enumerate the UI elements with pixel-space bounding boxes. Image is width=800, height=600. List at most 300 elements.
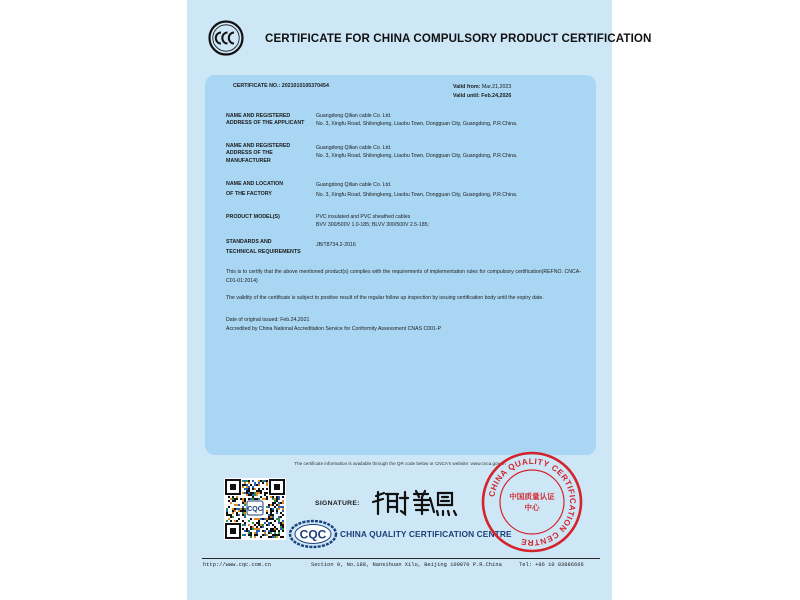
signature-label: SIGNATURE: [315,500,360,507]
qr-module [248,532,250,534]
qr-module [262,518,264,520]
qr-module [246,486,248,488]
qr-module [252,522,254,524]
qr-module [236,512,238,514]
qr-module [270,510,272,512]
manufacturer-value [316,145,517,160]
qr-module [234,508,236,510]
qr-module [244,504,246,506]
qr-module [258,482,260,484]
qr-module [262,526,264,528]
qr-module [232,510,234,512]
qr-module [248,482,250,484]
qr-module [252,498,254,500]
qr-module [244,498,246,500]
standards-value: JB/T8734.2-2016 [316,242,356,248]
qr-module [232,500,234,502]
qr-module [232,512,234,514]
qr-module [278,502,280,504]
qr-module [264,518,266,520]
qr-module [232,508,234,510]
qr-module [276,498,278,500]
qr-module [282,520,284,522]
accreditation-statement: Accredited by China National Accreditation Service for Conformity Assessment CNAS C001-P [226,326,442,332]
qr-module [244,488,246,490]
qr-module [276,518,278,520]
qr-module [268,504,270,506]
qr-module [242,502,244,504]
qr-module [242,498,244,500]
qr-module [264,480,266,482]
qr-module [248,530,250,532]
qr-module [280,524,282,526]
qr-module [272,524,274,526]
qr-module [282,536,284,538]
product-model-value [316,214,429,229]
qr-module [272,534,274,536]
qr-module [278,522,280,524]
qr-module [226,510,228,512]
qr-module [264,532,266,534]
qr-module [244,512,246,514]
qr-module [230,520,232,522]
qr-module [272,514,274,516]
product-model-label: PRODUCT MODEL(S) [226,214,280,220]
qr-module [244,530,246,532]
qr-module [228,518,230,520]
qr-module [264,534,266,536]
qr-module [268,506,270,508]
qr-module [254,498,256,500]
qr-module [250,494,252,496]
qr-module [266,524,268,526]
qr-module [268,530,270,532]
qr-module [226,512,228,514]
qr-module [266,528,268,530]
qr-module [280,512,282,514]
qr-module [272,536,274,538]
qr-module [280,516,282,518]
qr-module [242,528,244,530]
factory-value [316,182,517,199]
qr-module [278,504,280,506]
qr-module [270,522,272,524]
qr-module [242,524,244,526]
qr-module [254,532,256,534]
qr-module [248,520,250,522]
qr-module [258,492,260,494]
qr-module [256,492,258,494]
qr-module [266,488,268,490]
qr-module [276,504,278,506]
standards-label: STANDARDS AND TECHNICAL REQUIREMENTS [226,239,301,256]
qr-module [254,528,256,530]
qr-module [266,484,268,486]
applicant-value [316,113,517,128]
qr-module [250,532,252,534]
qr-module [246,492,248,494]
qr-module [272,518,274,520]
valid-from-value: Mar.21,2023 [481,84,512,90]
qr-module [228,506,230,508]
qr-module [270,504,272,506]
signature-image [370,488,460,518]
cqc-organization-name: CHINA QUALITY CERTIFICATION CENTRE [340,529,512,539]
qr-module [258,488,260,490]
qr-module [266,518,268,520]
qr-module [236,498,238,500]
qr-module [276,528,278,530]
qr-module [264,498,266,500]
qr-module [250,536,252,538]
qr-module [266,510,268,512]
qr-module [250,518,252,520]
qr-module [234,520,236,522]
qr-module [256,530,258,532]
qr-module [260,490,262,492]
qr-module [266,534,268,536]
qr-module [250,528,252,530]
qr-module [260,496,262,498]
qr-module [266,482,268,484]
qr-module [270,516,272,518]
qr-module [244,514,246,516]
qr-module [234,510,236,512]
qr-module [244,480,246,482]
qr-module [228,496,230,498]
qr-module [226,508,228,510]
qr-module [252,486,254,488]
qr-module [248,494,250,496]
qr-module [260,536,262,538]
qr-module [260,492,262,494]
qr-module [254,492,256,494]
qr-module [274,500,276,502]
qr-module [258,480,260,482]
qr-module [282,528,284,530]
qr-module [262,534,264,536]
qr-module [264,530,266,532]
qr-module [244,484,246,486]
signature-text [0,0,1,1]
qr-module [274,530,276,532]
qr-module [272,504,274,506]
qr-module [276,500,278,502]
qr-module [256,498,258,500]
qr-module [242,514,244,516]
qr-module [272,510,274,512]
qr-module [276,508,278,510]
qr-module [272,498,274,500]
svg-text:中国质量认证: 中国质量认证 [509,492,555,501]
footer-divider [202,558,600,559]
qr-module [274,536,276,538]
qr-module [256,532,258,534]
qr-module [256,484,258,486]
qr-module [230,514,232,516]
qr-module [274,534,276,536]
qr-module [266,492,268,494]
qr-module [236,514,238,516]
valid-until-value: Feb.24,2026 [481,93,512,99]
qr-module [278,496,280,498]
qr-module [270,496,272,498]
qr-module [272,528,274,530]
seal-outer-text [0,0,1,1]
qr-info-line: The certificate information is available through the QR code below or CNCA's website: www.cnca.gov.cn [294,461,506,466]
qr-module [238,510,240,512]
qr-module [282,522,284,524]
qr-module [246,530,248,532]
manufacturer-label: NAME AND REGISTERED ADDRESS OF THE MANUFACTURER [226,143,291,164]
qr-module [274,526,276,528]
qr-module [280,526,282,528]
qr-module [240,508,242,510]
certificate-header [208,18,652,58]
qr-module [266,520,268,522]
qr-module [240,498,242,500]
qr-module [282,496,284,498]
qr-module [274,498,276,500]
qr-module [270,512,272,514]
valid-until-row [453,93,511,100]
qr-module [254,494,256,496]
qr-module [258,484,260,486]
qr-module [278,534,280,536]
qr-module [256,526,258,528]
qr-module [252,528,254,530]
ccc-mark-icon [208,20,244,56]
qr-module [280,506,282,508]
qr-module [252,492,254,494]
original-issue-date: Date of original issued: Feb.24,2021 [226,317,310,323]
qr-module [252,488,254,490]
qr-module [232,498,234,500]
qr-module [254,536,256,538]
qr-module [256,522,258,524]
qr-module [242,484,244,486]
qr-module [278,530,280,532]
qr-module [270,508,272,510]
qr-module [262,530,264,532]
official-seal [480,450,584,554]
qr-module [262,482,264,484]
qr-module [282,508,284,510]
qr-module [282,530,284,532]
svg-text:CQC: CQC [247,506,263,513]
qr-module [274,506,276,508]
qr-module [278,518,280,520]
qr-module [280,522,282,524]
qr-module [260,526,262,528]
certificate-body-panel [205,75,596,455]
qr-module [274,532,276,534]
qr-module [252,480,254,482]
qr-module [248,488,250,490]
qr-module [270,530,272,532]
qr-module [244,522,246,524]
qr-module [254,482,256,484]
qr-module [244,534,246,536]
qr-module [240,510,242,512]
qr-module [254,524,256,526]
qr-module [262,498,264,500]
footer-telephone: Tel: +86 10 83886666 [519,562,584,568]
qr-module [282,502,284,504]
qr-module [256,518,258,520]
qr-module [230,516,232,518]
qr-module [242,512,244,514]
qr-module [248,498,250,500]
qr-module [236,520,238,522]
qr-module [266,506,268,508]
qr-module [242,480,244,482]
qr-module [248,480,250,482]
qr-module [246,480,248,482]
qr-module [252,526,254,528]
qr-module [258,530,260,532]
validity-statement: The validity of the certificate is subject to positive result of the regular follow up inspection by issuing certification body until the expiry date. [226,295,544,301]
qr-module [250,484,252,486]
manufacturer-address: No. 3, Xingfu Road, Shilongkeng, Liaobu Town, Dongguan City, Guangdong, P.R.China. [316,152,518,159]
qr-module [260,518,262,520]
qr-module [278,498,280,500]
footer-address: Section 9, No.188, Nansihuan Xilu, Beijing 100070 P.R.China [311,562,502,568]
applicant-address: No. 3, Xingfu Road, Shilongkeng, Liaobu Town, Dongguan City, Guangdong, P.R.China. [316,120,518,127]
product-line-2: BVV 300/500V 1.0-185; BLVV 300/500V 2.5-185; [316,221,429,228]
qr-module [244,482,246,484]
qr-module [266,480,268,482]
qr-module [268,516,270,518]
qr-module [282,500,284,502]
qr-module [278,516,280,518]
qr-module [236,508,238,510]
qr-module [234,498,236,500]
qr-module [264,492,266,494]
qr-module [268,514,270,516]
qr-module [266,496,268,498]
qr-module [262,488,264,490]
qr-module [236,496,238,498]
qr-module [244,508,246,510]
certificate-title: CERTIFICATE FOR CHINA COMPULSORY PRODUCT CERTIFICATION [265,32,652,45]
qr-module [268,518,270,520]
qr-module [248,486,250,488]
qr-module [254,488,256,490]
qr-code-icon [224,478,286,540]
qr-module [248,490,250,492]
qr-module [280,502,282,504]
qr-module [282,514,284,516]
qr-module [256,534,258,536]
qr-module [276,512,278,514]
qr-module [272,496,274,498]
qr-module [274,502,276,504]
qr-module [242,520,244,522]
qr-module [228,514,230,516]
qr-module [242,500,244,502]
qr-module [254,518,256,520]
seal-inner-text [0,0,1,1]
qr-module [242,510,244,512]
qr-module [258,498,260,500]
qr-module [234,504,236,506]
qr-module [252,496,254,498]
manufacturer-name: Guangdong Qilian cable Co. Ltd. [316,145,392,151]
qr-module [256,528,258,530]
footer-website: http://www.cqc.com.cn [203,562,271,568]
valid-until-label: Valid until: [453,93,480,99]
qr-module [236,504,238,506]
qr-module [246,528,248,530]
qr-module [246,494,248,496]
qr-module [264,494,266,496]
qr-module [234,500,236,502]
applicant-label: NAME AND REGISTERED ADDRESS OF THE APPLICANT [226,113,305,127]
qr-module [246,490,248,492]
qr-module [270,528,272,530]
qr-module [238,518,240,520]
qr-module [244,502,246,504]
qr-module [258,524,260,526]
qr-module [268,532,270,534]
qr-module [242,492,244,494]
product-line-1: PVC insulated and PVC sheathed cables [316,214,411,220]
certificate-number-row [233,83,329,90]
qr-module [248,492,250,494]
valid-from-row [453,84,511,91]
qr-module [270,514,272,516]
qr-module [230,502,232,504]
qr-module [256,490,258,492]
qr-module [244,510,246,512]
certification-statement: This is to certify that the above mentioned product(s) complies with the requirements of implementation rules for compulsory certification(REFNO. CNCA-C01-01:2014) [226,269,581,284]
qr-module [250,492,252,494]
qr-module [242,486,244,488]
qr-module [244,500,246,502]
qr-module [264,522,266,524]
qr-module [260,524,262,526]
qr-module [256,494,258,496]
qr-module [242,534,244,536]
qr-module [278,506,280,508]
qr-module [244,524,246,526]
qr-module [276,534,278,536]
qr-module [258,518,260,520]
qr-module [282,524,284,526]
qr-module [238,504,240,506]
qr-module [242,508,244,510]
qr-module [254,534,256,536]
qr-module [276,536,278,538]
qr-module [280,528,282,530]
qr-module [274,520,276,522]
qr-module [232,516,234,518]
qr-module [242,506,244,508]
qr-module [228,500,230,502]
qr-module [252,494,254,496]
certificate-number-label: CERTIFICATE NO.: [233,83,281,89]
qr-module [246,488,248,490]
qr-module [250,534,252,536]
certificate-number: 2021010105370454 [281,83,329,89]
qr-module [238,508,240,510]
qr-module [272,508,274,510]
qr-module [226,520,228,522]
qr-module [238,514,240,516]
qr-module [246,484,248,486]
qr-module [278,508,280,510]
